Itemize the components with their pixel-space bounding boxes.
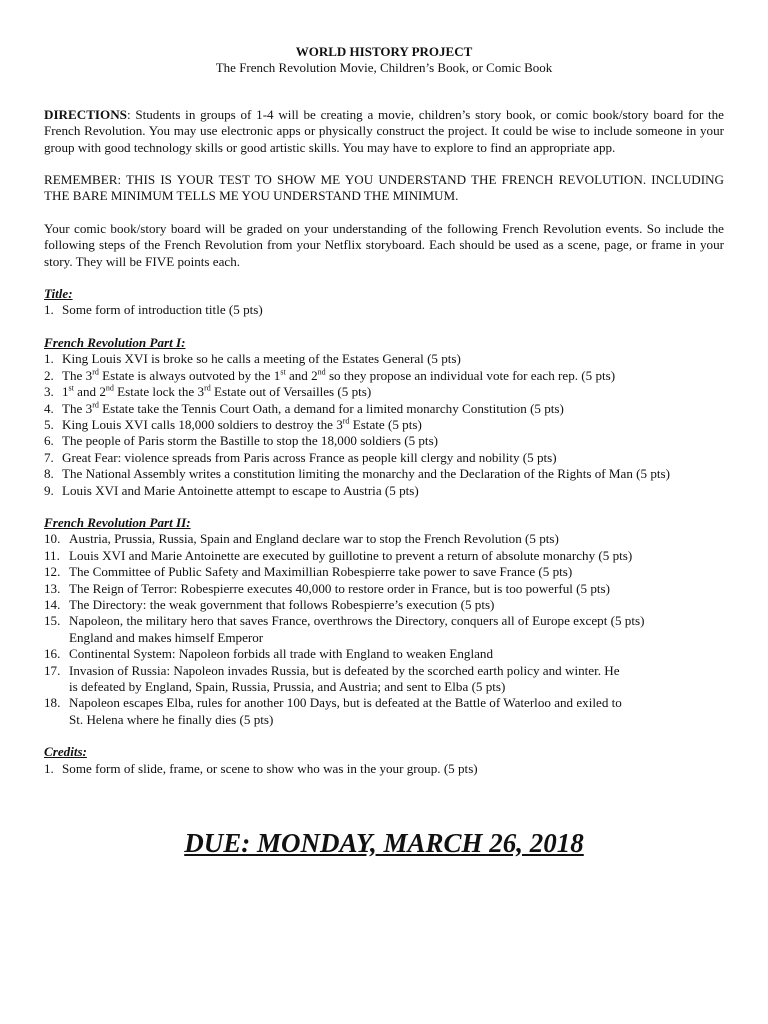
text-run: Estate (5 pts) [349,416,422,432]
ordinal-suffix: st [280,367,286,377]
list-item [44,384,724,400]
list-item [44,613,724,646]
text-line: Invasion of Russia: Napoleon invades Russia, but is defeated by the scorched earth policy and winter. He [69,662,620,678]
list-item [44,433,724,449]
ordinal-suffix: st [68,383,74,393]
list-item [44,368,724,384]
item-number: 4. [44,400,54,416]
list-item [44,351,724,367]
item-text [69,663,724,696]
ordinal-suffix: nd [105,383,114,393]
item-number: 9. [44,482,54,498]
text-run: Estate take the Tennis Court Oath, a demand for a limited monarchy Constitution (5 pts) [98,400,564,416]
list-item [44,581,724,597]
item-text [62,401,724,417]
item-text [62,368,724,384]
credits-heading: Credits: [44,744,87,760]
item-number: 1. [44,760,54,776]
item-number: 18. [44,695,61,711]
item-text [69,613,724,646]
item-text [69,695,724,728]
item-text: Louis XVI and Marie Antoinette attempt to escape to Austria (5 pts) [62,482,419,498]
item-number: 6. [44,433,54,449]
remember-paragraph: REMEMBER: THIS IS YOUR TEST TO SHOW ME YOU UNDERSTAND THE FRENCH REVOLUTION. INCLUDING THE BARE MINIMUM TELLS ME YOU UNDERSTAND THE MINIMUM. [44,172,724,204]
item-text: The National Assembly writes a constitution limiting the monarchy and the Declaration of the Rights of Man (5 pts) [62,466,671,482]
list-item [44,450,724,466]
list-item [44,695,724,728]
list-item [44,663,724,696]
directions-paragraph [44,107,724,156]
document-title: WORLD HISTORY PROJECT [295,44,473,59]
text-line: Napoleon, the military hero that saves France, overthrows the Directory, conquers all of Europe except (5 pts) [69,613,645,629]
list-item [44,466,724,482]
item-number: 8. [44,466,54,482]
list-item [44,417,724,433]
part1-heading: French Revolution Part I: [44,334,186,350]
ordinal-suffix: nd [317,367,326,377]
item-number: 2. [44,367,54,383]
item-text: The people of Paris storm the Bastille to stop the 18,000 soldiers (5 pts) [62,433,439,449]
text-line: England and makes himself Emperor [69,629,264,645]
title-section-heading: Title: [44,286,73,302]
text-run: The 3 [62,400,93,416]
item-text: Austria, Prussia, Russia, Spain and England declare war to stop the French Revolution (5 pts) [69,531,559,547]
text-run: and 2 [285,367,318,383]
ordinal-suffix: rd [342,416,350,426]
list-item [44,564,724,580]
item-number: 5. [44,416,54,432]
item-text [62,417,724,433]
item-text: Some form of introduction title (5 pts) [62,302,263,318]
text-run: Estate out of Versailles (5 pts) [210,384,372,400]
item-text: The Directory: the weak government that follows Robespierre’s execution (5 pts) [69,596,495,612]
text-run: Estate is always outvoted by the 1 [98,367,281,383]
list-item [44,531,724,547]
list-item [44,761,724,777]
item-text: King Louis XVI is broke so he calls a meeting of the Estates General (5 pts) [62,351,461,367]
text-run: 1 [62,384,69,400]
text-run: The 3 [62,367,93,383]
list-item [44,302,724,318]
ordinal-suffix: rd [204,383,211,393]
text-run: so they propose an individual vote for each rep. (5 pts) [325,367,616,383]
item-text: Some form of slide, frame, or scene to show who was in the your group. (5 pts) [62,760,478,776]
item-number: 10. [44,531,61,547]
list-item [44,401,724,417]
text-line: is defeated by England, Spain, Russia, Prussia, and Austria; and sent to Elba (5 pts) [69,679,506,694]
due-date: DUE: MONDAY, MARCH 26, 2018 [184,828,584,858]
item-number: 1. [44,351,54,367]
document-page [44,44,724,777]
item-text: The Committee of Public Safety and Maximillian Robespierre take power to save France (5 pts) [69,564,573,580]
list-item [44,548,724,564]
text-line: St. Helena where he finally dies (5 pts) [69,711,274,727]
list-item [44,483,724,499]
item-number: 17. [44,662,61,678]
ordinal-suffix: rd [92,400,99,410]
directions-label: DIRECTIONS [44,106,127,122]
part2-heading: French Revolution Part II: [44,514,191,530]
item-number: 1. [44,302,54,318]
item-number: 11. [44,547,60,563]
item-text [62,384,724,400]
list-item [44,646,724,662]
item-text: Louis XVI and Marie Antoinette are executed by guillotine to prevent a return of absolute monarchy (5 pts) [69,547,633,563]
item-text: The Reign of Terror: Robespierre executes 40,000 to restore order in France, but is too powerful (5 pts) [69,580,610,596]
item-text: Great Fear: violence spreads from Paris across France as people kill clergy and nobility (5 pts) [62,449,557,465]
directions-text: : Students in groups of 1-4 will be creating a movie, children’s story book, or comic book/story board for the French Revolution. You may use electronic apps or physically construct the project. It could be wise to include someone in your group with good technology skills or good artistic skills. You may have to explore to find an appropriate app. [44,106,724,155]
item-number: 12. [44,564,61,580]
text-run: Estate lock the 3 [113,384,205,400]
grading-paragraph: Your comic book/story board will be graded on your understanding of the following French Revolution events. So include the following steps of the French Revolution from your Netflix storyboard. Each should be used as a scene, page, or frame in your story. They will be FIVE points each. [44,220,724,269]
text-run: King Louis XVI calls 18,000 soldiers to destroy the 3 [62,416,343,432]
item-number: 3. [44,384,54,400]
document-subtitle: The French Revolution Movie, Children’s Book, or Comic Book [215,60,553,76]
item-number: 14. [44,596,61,612]
list-item [44,597,724,613]
item-number: 13. [44,580,61,596]
ordinal-suffix: rd [92,367,99,377]
item-text: Continental System: Napoleon forbids all trade with England to weaken England [69,646,493,662]
text-run: and 2 [73,384,106,400]
item-number: 7. [44,449,54,465]
text-line: Napoleon escapes Elba, rules for another 100 Days, but is defeated at the Battle of Waterloo and exiled to [69,695,622,711]
item-number: 16. [44,646,61,662]
item-number: 15. [44,613,61,629]
